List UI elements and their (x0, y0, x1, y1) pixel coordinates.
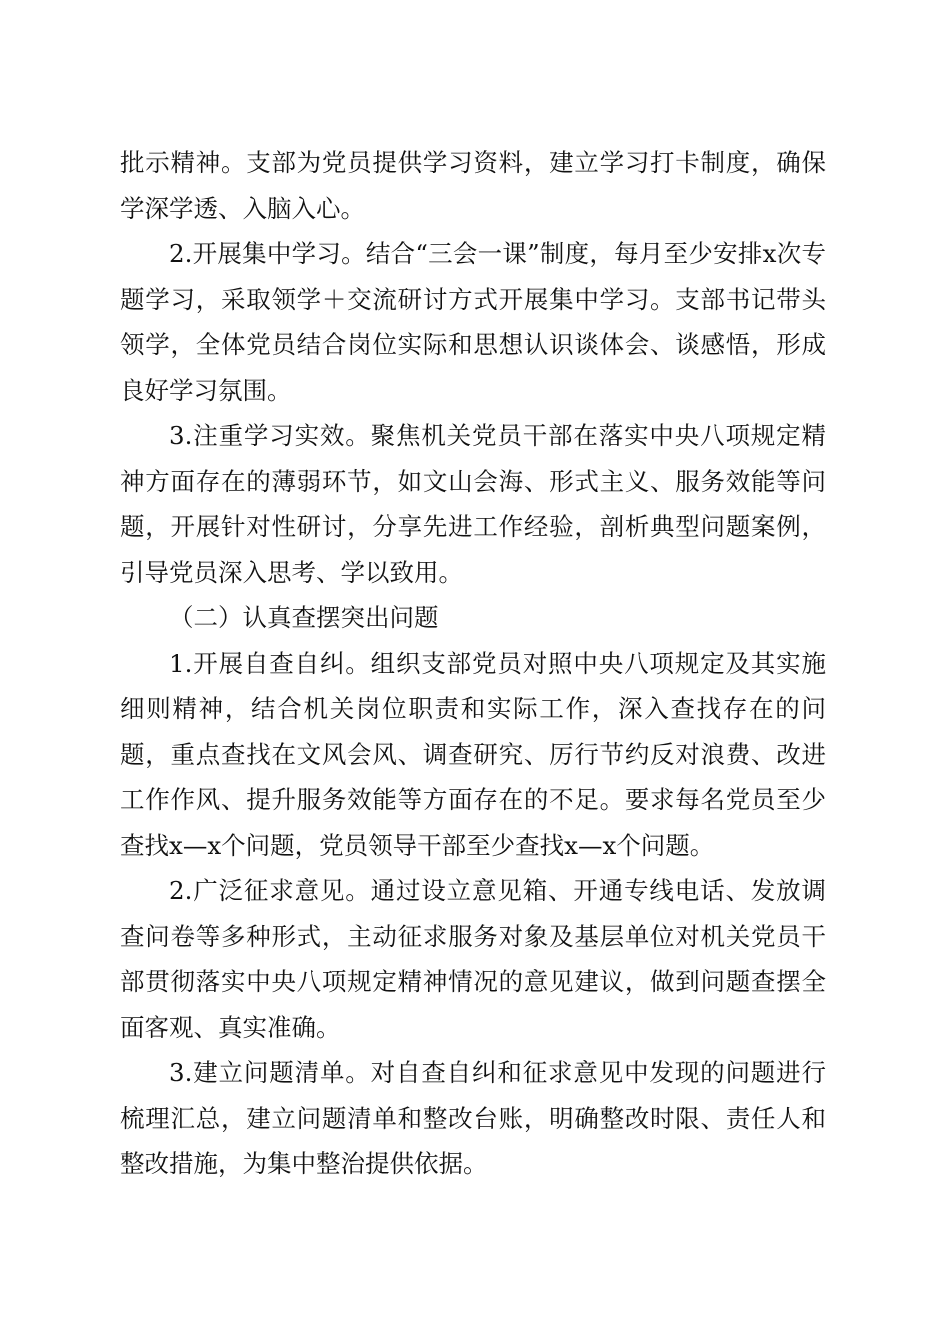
paragraph-continuation: 批示精神。支部为党员提供学习资料，建立学习打卡制度，确保学深学透、入脑入心。 (120, 148, 826, 223)
paragraph-problem-list: 3.建立问题清单。对自查自纠和征求意见中发现的问题进行梳理汇总，建立问题清单和整改台账，明确整改时限、责任人和整改措施，为集中整治提供依据。 (120, 1058, 826, 1178)
paragraph-centralized-study: 2.开展集中学习。结合“三会一课”制度，每月至少安排x次专题学习，采取领学＋交流研讨方式开展集中学习。支部书记带头领学，全体党员结合岗位实际和思想认识谈体会、谈感悟，形成良好学习氛围。 (120, 239, 826, 405)
paragraph-solicit-opinions: 2.广泛征求意见。通过设立意见箱、开通专线电话、发放调查问卷等多种形式，主动征求服务对象及基层单位对机关党员干部贯彻落实中央八项规定精神情况的意见建议，做到问题查摆全面客观、真实准确。 (120, 876, 826, 1042)
paragraph-self-inspection: 1.开展自查自纠。组织支部党员对照中央八项规定及其实施细则精神，结合机关岗位职责和实际工作，深入查找存在的问题，重点查找在文风会风、调查研究、厉行节约反对浪费、改进工作作风、提升服务效能等方面存在的不足。要求每名党员至少查找x—x个问题，党员领导干部至少查找x—x个问题。 (120, 648, 826, 860)
document-page (120, 140, 826, 1187)
section-heading: （二）认真查摆突出问题 (169, 603, 439, 632)
paragraph-study-effectiveness: 3.注重学习实效。聚焦机关党员干部在落实中央八项规定精神方面存在的薄弱环节，如文山会海、形式主义、服务效能等问题，开展针对性研讨，分享先进工作经验，剖析典型问题案例，引导党员深入思考、学以致用。 (120, 421, 826, 587)
